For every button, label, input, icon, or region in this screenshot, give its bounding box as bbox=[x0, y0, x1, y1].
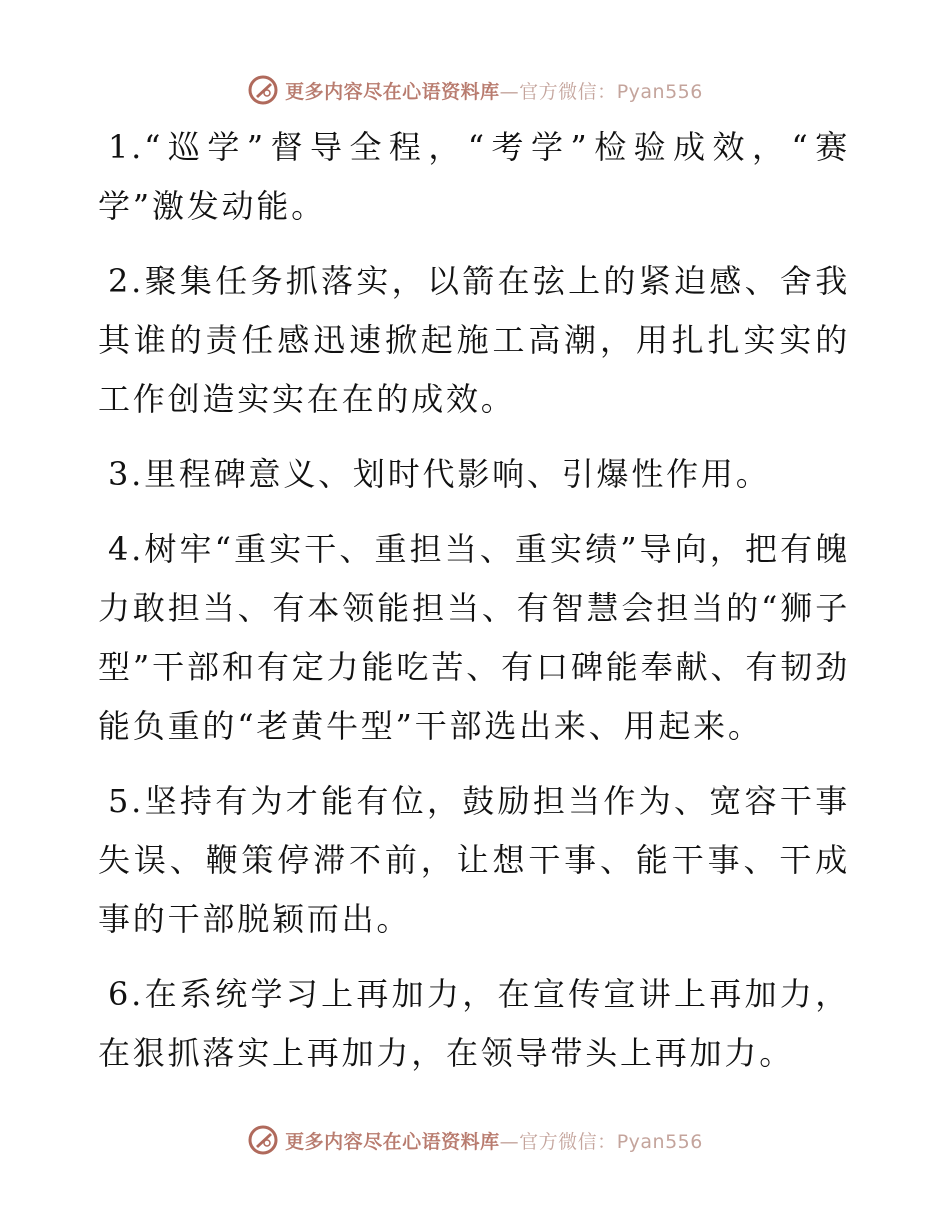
logo-icon bbox=[247, 74, 279, 106]
paragraph-3: 3.里程碑意义、划时代影响、引爆性作用。 bbox=[108, 455, 771, 493]
logo-icon bbox=[247, 1124, 279, 1156]
watermark-wechat-label: 官方微信： bbox=[519, 1130, 617, 1153]
paragraph-4: 4.树牢“重实干、重担当、重实绩”导向，把有魄力敢担当、有本领能担当、有智慧会担当的“狮子型”干部和有定力能吃苦、有口碑能奉献、有韧劲能负重的“老黄牛型”干部选出来、用起来。 bbox=[98, 530, 850, 745]
paragraph-1: 1.“巡学”督导全程，“考学”检验成效，“赛学”激发动能。 bbox=[98, 128, 850, 225]
watermark-separator: — bbox=[499, 80, 520, 103]
watermark-text bbox=[285, 77, 703, 104]
watermark-wechat-id: Pyan556 bbox=[616, 80, 703, 103]
watermark-brand: 更多内容尽在心语资料库 bbox=[285, 1130, 500, 1153]
watermark-wechat-label: 官方微信： bbox=[519, 80, 617, 103]
watermark-wechat-id: Pyan556 bbox=[616, 1130, 703, 1153]
footer-watermark bbox=[0, 1122, 950, 1158]
watermark-text bbox=[285, 1127, 703, 1154]
watermark-separator: — bbox=[499, 1130, 520, 1153]
paragraph-5: 5.坚持有为才能有位，鼓励担当作为、宽容干事失误、鞭策停滞不前，让想干事、能干事、干成事的干部脱颖而出。 bbox=[98, 782, 850, 938]
header-watermark bbox=[0, 72, 950, 108]
watermark-brand: 更多内容尽在心语资料库 bbox=[285, 80, 500, 103]
paragraph-6: 6.在系统学习上再加力，在宣传宣讲上再加力，在狠抓落实上再加力，在领导带头上再加力。 bbox=[98, 975, 850, 1072]
document-body bbox=[98, 118, 850, 1099]
paragraph-2: 2.聚集任务抓落实，以箭在弦上的紧迫感、舍我其谁的责任感迅速掀起施工高潮，用扎扎实实的工作创造实实在在的成效。 bbox=[98, 262, 850, 418]
